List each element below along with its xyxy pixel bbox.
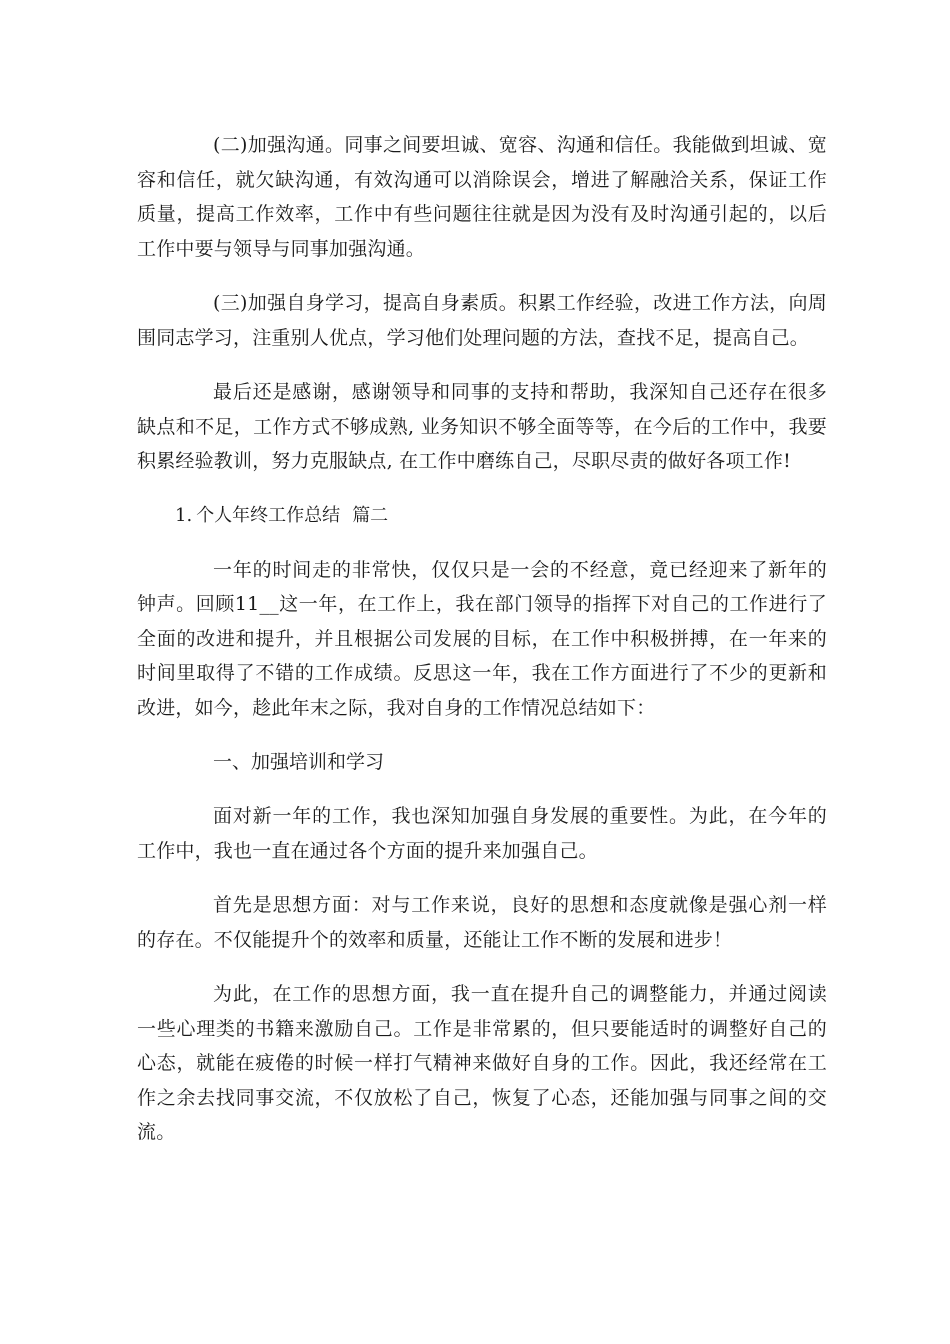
paragraph-communication: (二)加强沟通。同事之间要坦诚、宽容、沟通和信任。我能做到坦诚、宽容和信任，就欠缺沟通，有效沟通可以消除误会，增进了解融洽关系，保证工作质量，提高工作效率，工作中有些问题往往就是因为没有及时沟通引起的，以后工作中要与领导与同事加强沟通。 [137, 134, 827, 260]
paragraph-thinking: 首先是思想方面：对与工作来说，良好的思想和态度就像是强心剂一样的存在。不仅能提升个的效率和质量，还能让工作不断的发展和进步！ [137, 894, 827, 951]
section-title: 个人年终工作总结 [196, 504, 341, 526]
section-heading [137, 499, 827, 533]
paragraph-intro: 一年的时间走的非常快，仅仅只是一会的不经意，竟已经迎来了新年的钟声。回顾11__这一年，在工作上，我在部门领导的指挥下对自己的工作进行了全面的改进和提升，并且根据公司发展的目标，在工作中积极拼搏，在一年来的时间里取得了不错的工作成绩。反思这一年，我在工作方面进行了不少的更新和改进，如今，趁此年末之际，我对自身的工作情况总结如下： [137, 558, 827, 719]
sub-heading-training: 一、加强培训和学习 [213, 751, 385, 773]
paragraph-thanks: 最后还是感谢，感谢领导和同事的支持和帮助，我深知自己还存在很多缺点和不足，工作方式不够成熟, 业务知识不够全面等等，在今后的工作中，我要积累经验教训，努力克服缺点, 在工作中磨练自己，尽职尽责的做好各项工作! [137, 381, 827, 472]
document-page [137, 128, 827, 1150]
section-suffix: 篇二 [352, 504, 389, 526]
section-number: 1. [175, 504, 193, 526]
paragraph-adjustment: 为此，在工作的思想方面，我一直在提升自己的调整能力，并通过阅读一些心理类的书籍来激励自己。工作是非常累的，但只要能适时的调整好自己的心态，就能在疲倦的时候一样打气精神来做好自身的工作。因此，我还经常在工作之余去找同事交流，不仅放松了自己，恢复了心态，还能加强与同事之间的交流。 [137, 983, 827, 1143]
paragraph-self-study: (三)加强自身学习，提高自身素质。积累工作经验，改进工作方法，向周围同志学习，注重别人优点，学习他们处理问题的方法，查找不足，提高自己。 [137, 292, 827, 349]
paragraph-new-year-work: 面对新一年的工作，我也深知加强自身发展的重要性。为此，在今年的工作中，我也一直在通过各个方面的提升来加强自己。 [137, 805, 827, 862]
